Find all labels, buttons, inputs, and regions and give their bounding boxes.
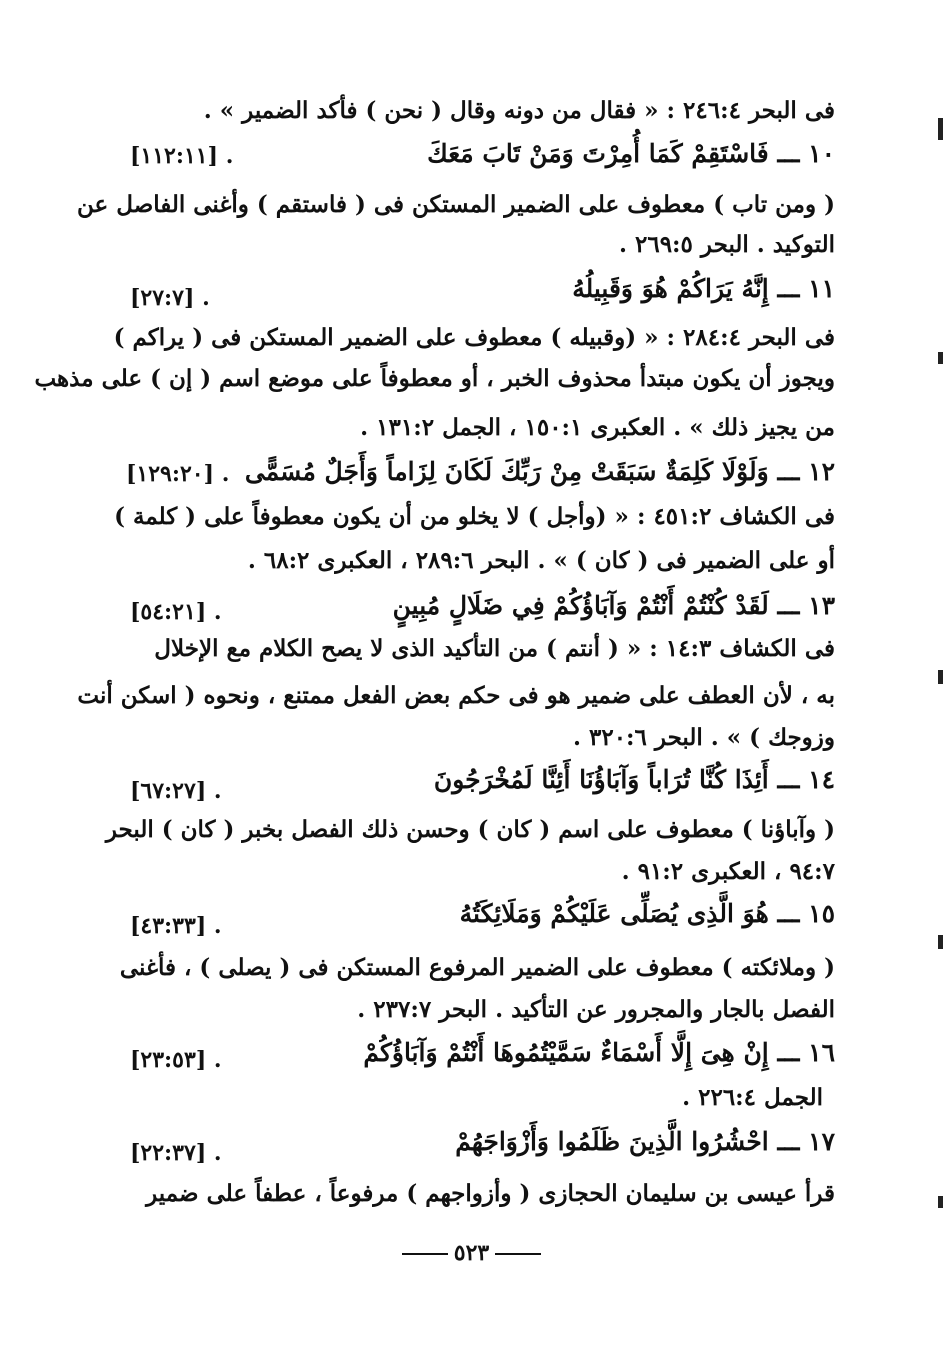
verse-line: ١٧ ـــ احْشُرُوا الَّذِينَ ظَلَمُوا وَأَزْوَاجَهُمْ: [455, 1127, 835, 1156]
text-line: أو على الضمير فى ( كان ) » . البحر ٢٨٩:٦ ، العكبرى ٦٨:٢ .: [247, 547, 835, 574]
verse-reference: [١٢٩:٢٠] .: [126, 461, 230, 487]
text-line: من يجيز ذلك » . العكبرى ١٥٠:١ ، الجمل ١٣١:٢ .: [360, 414, 835, 441]
scan-edge-mark: [938, 935, 943, 949]
verse-line: ١١ ـــ إِنَّهُ يَرَاكُمْ هُوَ وَقَبِيلُهُ: [572, 274, 835, 303]
scan-edge-mark: [938, 352, 943, 364]
text-line: ويجوز أن يكون مبتدأ محذوف الخبر ، أو معطوفاً على موضع اسم ( إن ) على مذهب: [34, 365, 835, 392]
text-line: قرأ عيسى بن سليمان الحجازى ( وأزواجهم ) مرفوعاً ، عطفاً على ضمير: [146, 1180, 835, 1207]
text-line: ( ومن تاب ) معطوف على الضمير المستكن فى ( فاستقم ) وأغنى الفاصل عن: [77, 191, 835, 218]
page-number-footer: [0, 1240, 943, 1266]
verse-line: ١٤ ـــ أَئِذَا كُنَّا تُرَاباً وَآبَاؤُنَا أَئِنَّا لَمُخْرَجُونَ: [433, 765, 835, 794]
verse-line: ١٦ ـــ إِنْ هِىَ إِلَّا أَسْمَاءٌ سَمَّيْتُمُوهَا أَنْتُمْ وَآبَاؤُكُمْ: [363, 1038, 835, 1067]
scan-edge-mark: [938, 1196, 943, 1208]
verse-reference: [٤٣:٣٣] .: [130, 913, 222, 939]
text-line: فى الكشاف ٤٥١:٢ : « (وأجل ) لا يخلو من أن يكون معطوفاً على ( كلمة ): [114, 503, 835, 530]
verse-reference: [١١٢:١١] .: [130, 143, 234, 169]
verse-reference: [٢٧:٧] .: [130, 285, 210, 311]
verse-line: ١٣ ـــ لَقَدْ كُنْتُمْ أَنْتُمْ وَآبَاؤُكُمْ فِي ضَلَالٍ مُبِينٍ: [392, 591, 835, 620]
verse-line: ١٠ ـــ فَاسْتَقِمْ كَمَا أُمِرْتَ وَمَنْ تَابَ مَعَكَ: [427, 139, 835, 168]
text-line: ( وملائكته ) معطوف على الضمير المرفوع المستكن فى ( يصلى ) ، فأغنى: [119, 954, 835, 981]
scan-edge-mark: [938, 118, 943, 140]
verse-reference: [٢٣:٥٣] .: [130, 1047, 222, 1073]
text-line: ( وآباؤنا ) معطوف على اسم ( كان ) وحسن ذلك الفصل بخبر ( كان ) البحر: [105, 816, 835, 843]
footer-dash: [495, 1253, 541, 1255]
verse-reference: [٢٢:٣٧] .: [130, 1140, 222, 1166]
page-number: ٥٢٣: [453, 1240, 490, 1266]
footer-dash: [402, 1253, 448, 1255]
text-line: وزوجك ) » . البحر ٣٢٠:٦ .: [572, 724, 835, 751]
scan-edge-mark: [938, 670, 943, 684]
text-line: به ، لأن العطف على ضمير هو فى حكم بعض الفعل ممتنع ، ونحوه ( اسكن أنت: [77, 682, 835, 709]
text-line: الجمل ٢٢٦:٤ .: [682, 1084, 823, 1111]
verse-line: ١٢ ـــ وَلَوْلَا كَلِمَةٌ سَبَقَتْ مِنْ رَبِّكَ لَكَانَ لِزَاماً وَأَجَلٌ مُسَمًّى: [244, 457, 835, 486]
text-line: فى البحر ٢٨٤:٤ : « (وقبيله ) معطوف على الضمير المستكن فى ( يراكم ): [113, 324, 835, 351]
text-line: الفصل بالجار والمجرور عن التأكيد . البحر ٢٣٧:٧ .: [357, 996, 835, 1023]
text-line: فى الكشاف ١٤:٣ : « ( أنتم ) من التأكيد الذى لا يصح الكلام مع الإخلال: [154, 635, 835, 662]
text-line: التوكيد . البحر ٢٦٩:٥ .: [618, 231, 835, 258]
verse-reference: [٥٤:٢١] .: [130, 599, 222, 625]
text-line: ٩٤:٧ ، العكبرى ٩١:٢ .: [621, 858, 835, 885]
verse-line: ١٥ ـــ هُوَ الَّذِى يُصَلِّى عَلَيْكُمْ وَمَلَائِكَتُهُ: [459, 899, 835, 928]
verse-reference: [٦٧:٢٧] .: [130, 778, 222, 804]
text-line: فى البحر ٢٤٦:٤ : « فقال من دونه وقال ( نحن ) فأكد الضمير » .: [203, 97, 835, 124]
